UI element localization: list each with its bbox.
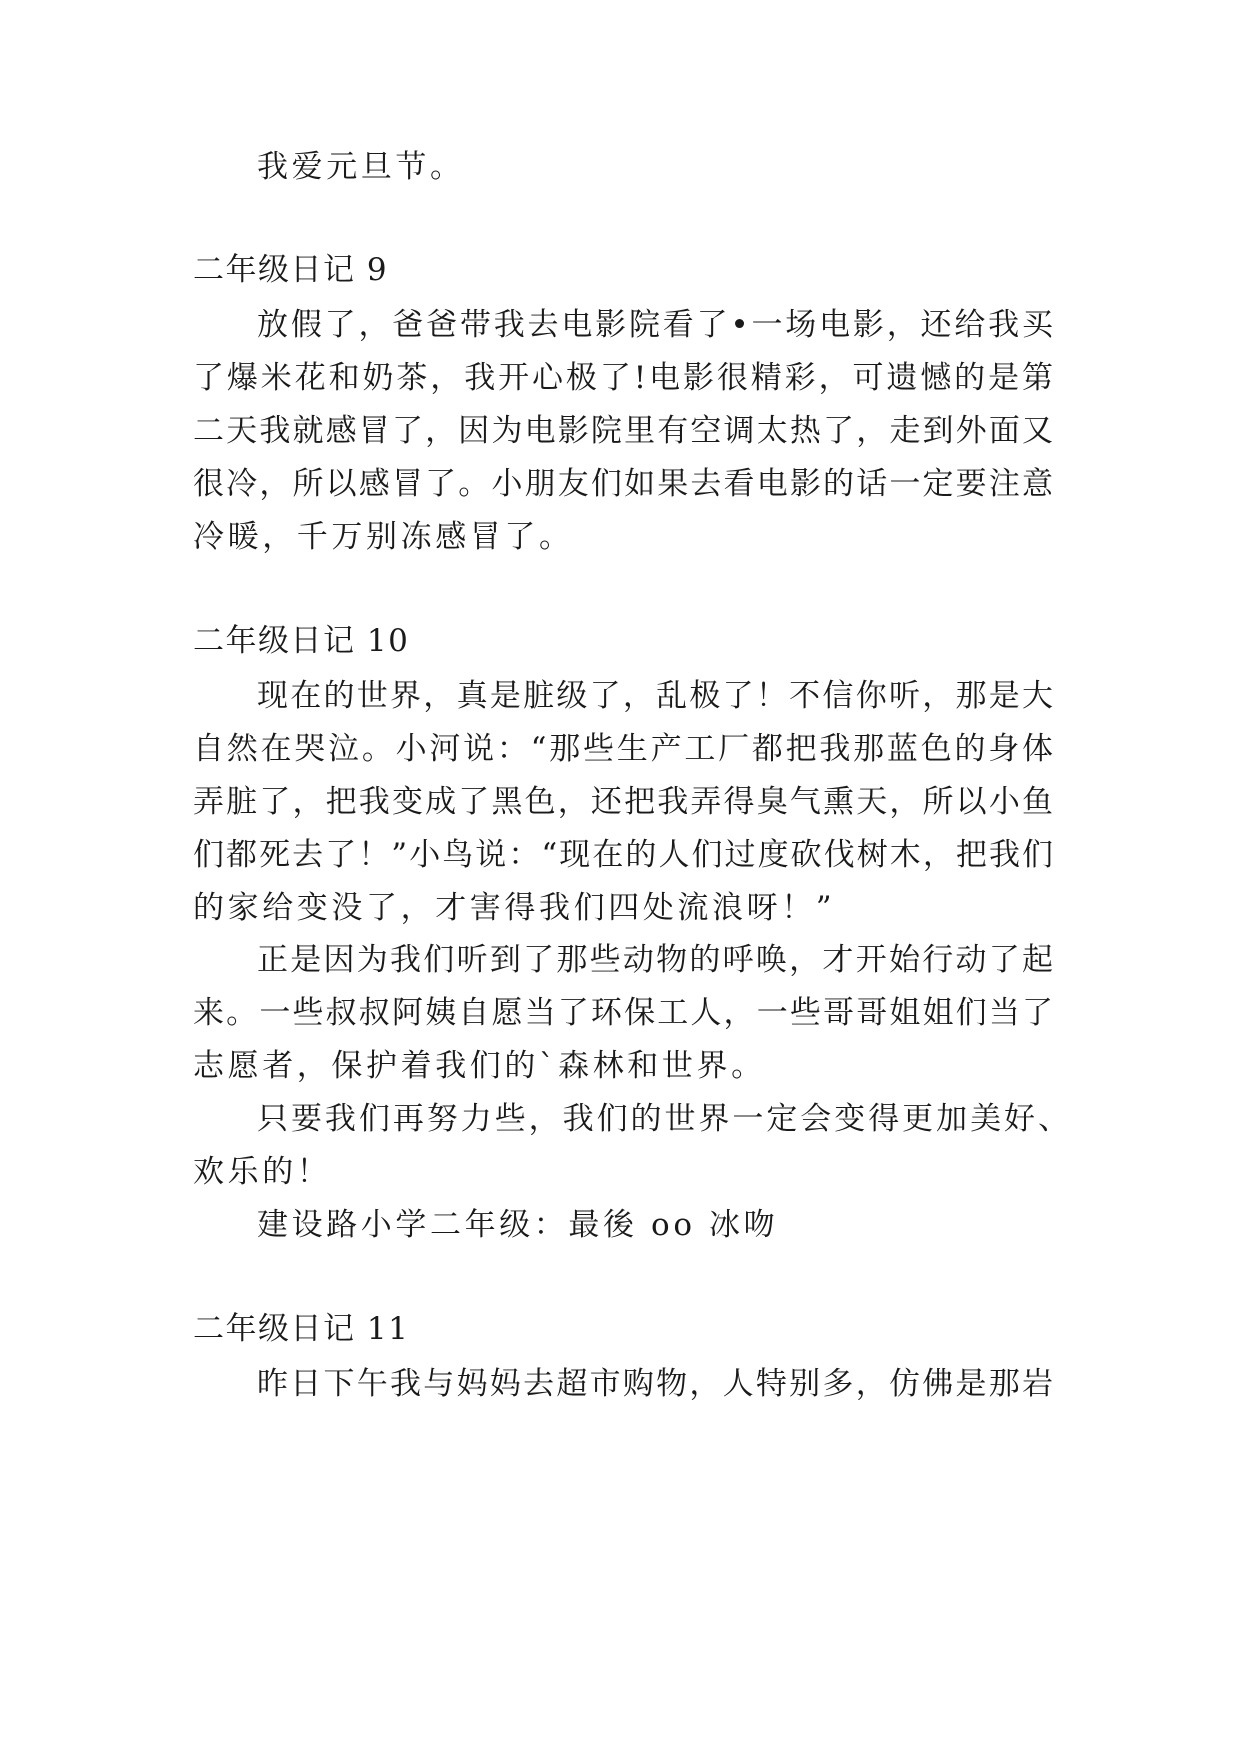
paragraph-line: 正是因为我们听到了那些动物的呼唤，才开始行动了起 xyxy=(257,942,1053,978)
paragraph-line: 欢乐的！ xyxy=(193,1154,332,1190)
paragraph-line: 二天我就感冒了，因为电影院里有空调太热了，走到外面又 xyxy=(193,413,1053,449)
paragraph-line: 昨日下午我与妈妈去超市购物，人特别多，仿佛是那岩 xyxy=(257,1366,1053,1402)
paragraph-line: 了爆米花和奶茶，我开心极了!电影很精彩，可遗憾的是第 xyxy=(193,360,1053,396)
paragraph-line: 志愿者，保护着我们的`森林和世界。 xyxy=(193,1048,766,1084)
paragraph-line: 现在的世界，真是脏级了，乱极了！不信你听，那是大 xyxy=(257,678,1053,714)
diary-heading-9: 二年级日记 9 xyxy=(193,252,389,288)
paragraph-line: 我爱元旦节。 xyxy=(257,149,465,185)
paragraph-line: 冷暖，千万别冻感冒了。 xyxy=(193,519,574,555)
paragraph-line: 来。一些叔叔阿姨自愿当了环保工人，一些哥哥姐姐们当了 xyxy=(193,995,1053,1031)
paragraph-line: 的家给变没了，才害得我们四处流浪呀！” xyxy=(193,890,836,926)
paragraph-line: 弄脏了，把我变成了黑色，还把我弄得臭气熏天，所以小鱼 xyxy=(193,784,1053,820)
paragraph-line: 很冷，所以感冒了。小朋友们如果去看电影的话一定要注意 xyxy=(193,466,1053,502)
paragraph-line: 放假了，爸爸带我去电影院看了•一场电影，还给我买 xyxy=(257,307,1053,343)
paragraph-line: 们都死去了！”小鸟说：“现在的人们过度砍伐树木，把我们 xyxy=(193,837,1053,873)
paragraph-line: 自然在哭泣。小河说：“那些生产工厂都把我那蓝色的身体 xyxy=(193,731,1053,767)
diary-heading-10: 二年级日记 10 xyxy=(193,623,410,659)
signature-line: 建设路小学二年级：最後 oo 冰吻 xyxy=(257,1207,779,1243)
paragraph-line: 只要我们再努力些，我们的世界一定会变得更加美好、 xyxy=(257,1101,1069,1137)
diary-heading-11: 二年级日记 11 xyxy=(193,1311,410,1347)
